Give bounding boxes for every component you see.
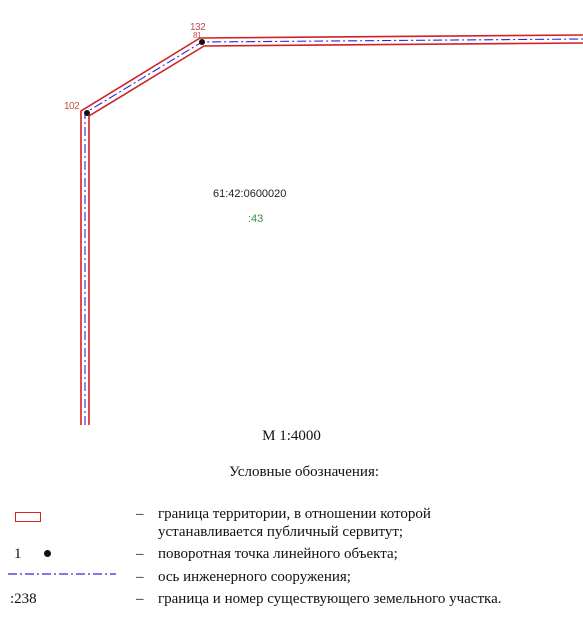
point-number-symbol: 1	[14, 546, 22, 562]
legend-text: граница и номер существующего земельного участка.	[158, 591, 502, 607]
legend-item-turning-point	[0, 545, 583, 563]
turning-point-icon	[44, 550, 51, 557]
dash-dot-line-icon	[0, 568, 120, 580]
boundary-symbol-icon	[15, 512, 41, 522]
legend-dash: –	[136, 591, 144, 607]
legend-text-line: устанавливается публичный сервитут;	[158, 524, 404, 540]
point-label: 132	[190, 22, 206, 33]
point-label: 102	[64, 101, 80, 112]
legend-text	[158, 505, 578, 541]
legend-dash: –	[136, 546, 144, 562]
legend-text-line: граница территории, в отношении которой	[158, 506, 431, 522]
boundary-fill	[85, 39, 583, 425]
legend-dash: –	[136, 569, 144, 585]
legend-item-axis	[0, 568, 583, 586]
legend-text: поворотная точка линейного объекта;	[158, 546, 398, 562]
legend-text: ось инженерного сооружения;	[158, 569, 351, 585]
servitude-boundary	[81, 35, 583, 425]
turning-point-dot	[84, 110, 90, 116]
point-label: 81	[193, 31, 201, 40]
legend-title: Условные обозначения:	[228, 464, 380, 480]
cadastral-block-number: 61:42:0600020	[213, 188, 287, 200]
legend-dash: –	[136, 506, 144, 522]
parcel-number-symbol: :238	[10, 591, 37, 607]
legend-item-boundary	[0, 505, 583, 543]
parcel-number: :43	[248, 213, 264, 225]
map-scale: М 1:4000	[262, 428, 321, 444]
legend-item-parcel	[0, 590, 583, 608]
engineering-axis	[85, 39, 583, 425]
